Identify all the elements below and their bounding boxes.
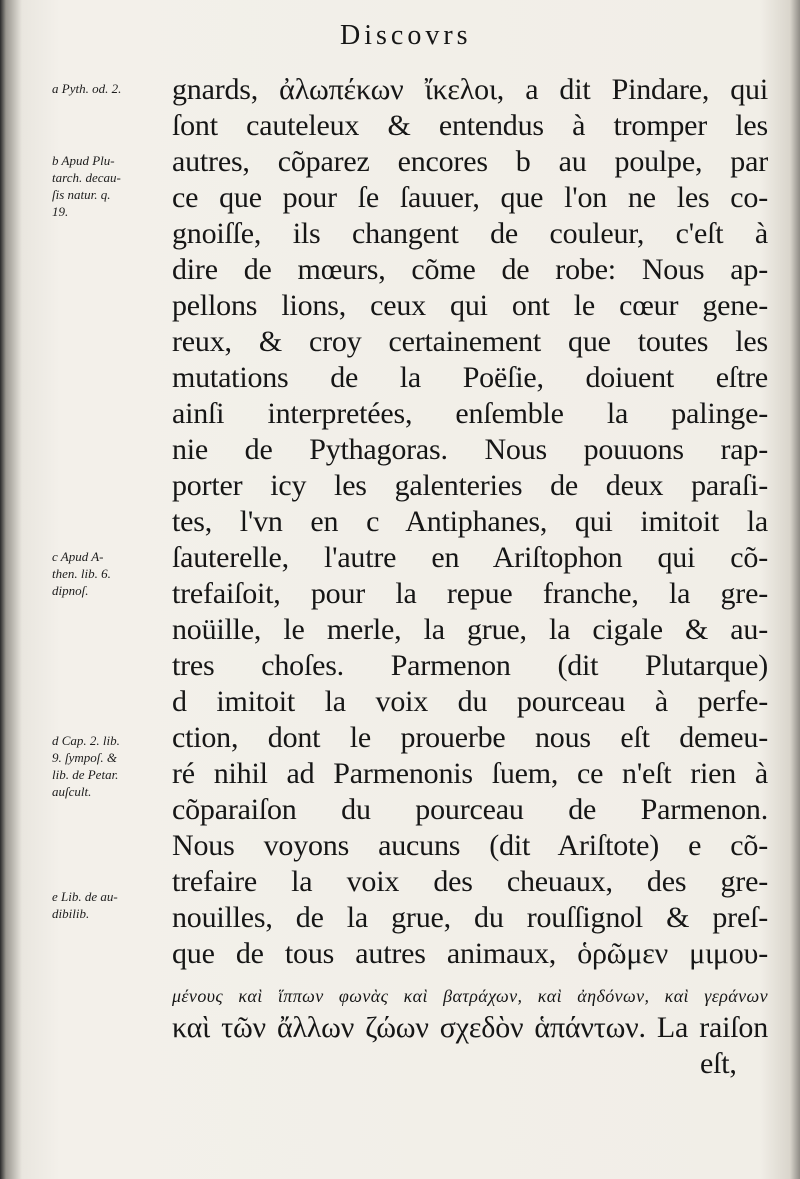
text-line: καὶ τῶν ἄλλων ζώων σχεδὸν ἁπάντων. La raiſon: [172, 1011, 768, 1044]
text-line: ction, dont le prouerbe nous eſt demeu-: [172, 721, 768, 754]
text-line: d imitoit la voix du pourceau à perfe-: [172, 685, 768, 718]
text-line: tes, l'vn en c Antiphanes, qui imitoit la: [172, 505, 768, 538]
text-line: cõparaiſon du pourceau de Parmenon.: [172, 793, 768, 826]
text-line: Nous voyons aucuns (dit Ariſtote) e cõ-: [172, 829, 768, 862]
text-line: reux, & croy certainement que toutes les: [172, 325, 768, 358]
text-line: ce que pour ſe ſauuer, que l'on ne les co-: [172, 181, 768, 214]
text-line: porter icy les galenteries de deux paraſi-: [172, 469, 768, 502]
margin-note-d: d Cap. 2. lib. 9. ſympoſ. & lib. de Petar. auſcult.: [52, 733, 120, 799]
catchword: eſt,: [700, 1047, 737, 1080]
text-line: noüille, le merle, la grue, la cigale & au-: [172, 613, 768, 646]
text-line: que de tous autres animaux, ὁρῶμεν μιμου-: [172, 937, 768, 970]
text-line: tres choſes. Parmenon (dit Plutarque): [172, 649, 768, 682]
text-line: ainſi interpretées, enſemble la palinge-: [172, 397, 768, 430]
margin-note-b: b Apud Plu- tarch. decau- ſis natur. q. 19.: [52, 153, 121, 219]
margin-note-e: e Lib. de au- dibilib.: [52, 889, 118, 921]
text-line: dire de mœurs, cõme de robe: Nous ap-: [172, 253, 768, 286]
text-line: nouilles, de la grue, du rouſſignol & preſ-: [172, 901, 768, 934]
text-line: nie de Pythagoras. Nous pouuons rap-: [172, 433, 768, 466]
running-header: Discovrs: [340, 20, 472, 51]
text-line: ſauterelle, l'autre en Ariſtophon qui cõ-: [172, 541, 768, 574]
text-line: ſont cauteleux & entendus à tromper les: [172, 109, 768, 142]
text-line: pellons lions, ceux qui ont le cœur gene-: [172, 289, 768, 322]
greek-text-line: μένους καὶ ἵππων φωνὰς καὶ βατράχων, καὶ ἀηδόνων, καὶ γεράνων: [172, 986, 768, 1006]
text-line: gnards, ἀλωπέκων ἴκελοι, a dit Pindare, qui: [172, 73, 768, 106]
text-line: trefaiſoit, pour la repue franche, la gre-: [172, 577, 768, 610]
margin-note-c: c Apud A- then. lib. 6. dipnoſ.: [52, 549, 111, 598]
text-line: autres, cõparez encores b au poulpe, par: [172, 145, 768, 178]
text-line: trefaire la voix des cheuaux, des gre-: [172, 865, 768, 898]
text-line: ré nihil ad Parmenonis ſuem, ce n'eſt rien à: [172, 757, 768, 790]
text-line: gnoiſſe, ils changent de couleur, c'eſt à: [172, 217, 768, 250]
margin-note-a: a Pyth. od. 2.: [52, 81, 122, 96]
text-line: mutations de la Poëſie, doiuent eſtre: [172, 361, 768, 394]
